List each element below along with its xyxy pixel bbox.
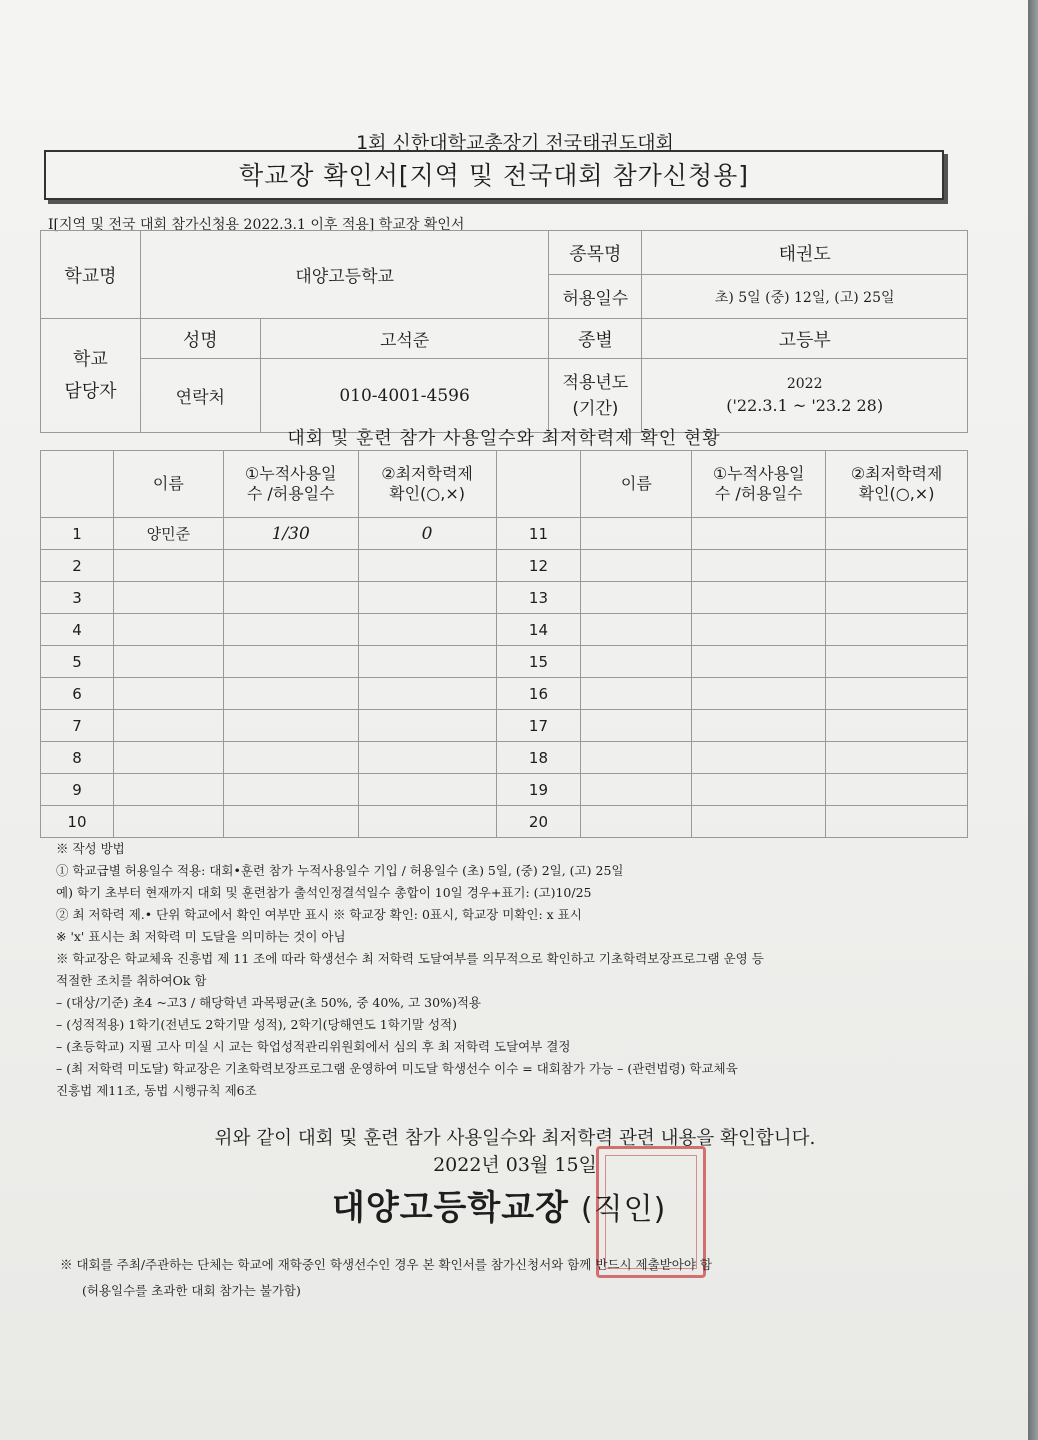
school-info-table (40, 230, 968, 433)
row-number-right: 13 (496, 582, 581, 614)
footer-line-1: ※ 대회를 주최/주관하는 단체는 학교에 재학중인 학생선수인 경우 본 확인서를 참가신청서와 함께 반드시 제출받아야 함 (60, 1257, 712, 1272)
table-row (41, 710, 968, 742)
note-line: 적절한 조치를 취하여Ok 함 (56, 973, 207, 988)
division-value: 고등부 (642, 319, 968, 359)
student-name (113, 646, 223, 678)
cell (581, 774, 692, 806)
division-label: 종별 (549, 319, 642, 359)
cell (692, 678, 826, 710)
principal-title: 대양고등학교장 (332, 1188, 569, 1228)
row-number-right: 20 (496, 806, 581, 838)
student-check (358, 742, 496, 774)
cell (826, 582, 968, 614)
student-check: 0 (358, 518, 496, 550)
note-line: ※ 'x' 표시는 최 저학력 미 도달을 의미하는 것이 아님 (56, 929, 346, 944)
row-number-right: 11 (496, 518, 581, 550)
cell (692, 806, 826, 838)
cell (826, 806, 968, 838)
student-name (113, 774, 223, 806)
row-number: 5 (41, 646, 114, 678)
cell (826, 774, 968, 806)
header-name: 이름 (113, 451, 223, 518)
footer-line-2: (허용일수를 초과한 대회 참가는 불가함) (82, 1283, 301, 1298)
cell (692, 646, 826, 678)
year-label: 적용년도 (기간) (549, 359, 642, 433)
student-days (223, 646, 358, 678)
row-number: 1 (41, 518, 114, 550)
student-days (223, 550, 358, 582)
table-row (41, 582, 968, 614)
contact-label: 연락처 (140, 359, 260, 433)
student-days (223, 614, 358, 646)
form-title: 학교장 확인서[지역 및 전국대회 참가신청용] (44, 150, 944, 200)
period-value: ('22.3.1 ~ '23.2 28) (726, 396, 884, 415)
student-check (358, 678, 496, 710)
student-days: 1/30 (223, 518, 358, 550)
student-days (223, 774, 358, 806)
row-number: 9 (41, 774, 114, 806)
event-title: 1회 신한대학교총장기 전국태권도대회 (356, 132, 674, 154)
contact-value: 010-4001-4596 (260, 359, 549, 433)
cell (692, 550, 826, 582)
header-blank (41, 451, 114, 518)
cell (826, 710, 968, 742)
student-check (358, 710, 496, 742)
form-subheading: Ⅰ[지역 및 전국 대회 참가신청용 2022.3.1 이후 적용] 학교장 확인서 (48, 217, 465, 233)
manager-label: 학교 담당자 (41, 319, 141, 433)
student-days (223, 806, 358, 838)
header-blank-right (496, 451, 581, 518)
cell (692, 518, 826, 550)
cell (692, 582, 826, 614)
row-number-right: 19 (496, 774, 581, 806)
status-title: 대회 및 훈련 참가 사용일수와 최저학력제 확인 현황 (287, 428, 721, 449)
student-name: 양민준 (113, 518, 223, 550)
row-number-right: 14 (496, 614, 581, 646)
table-row (41, 646, 968, 678)
row-number: 3 (41, 582, 114, 614)
cell (826, 646, 968, 678)
note-line: – (최 저학력 미도달) 학교장은 기초학력보장프로그램 운영하여 미도달 학생선수 이수 = 대회참가 가능 – (관련법령) 학교체육 (56, 1061, 738, 1076)
note-line: 진흥법 제11조, 동법 시행규칙 제6조 (56, 1083, 257, 1098)
note-line: ① 학교급별 허용일수 적용: 대회•훈련 참가 누적사용일수 기입 / 허용일수 (초) 5일, (중) 2일, (고) 25일 (56, 863, 624, 878)
cell (826, 550, 968, 582)
cell (826, 678, 968, 710)
confirmation-statement: 위와 같이 대회 및 훈련 참가 사용일수와 최저학력 관련 내용을 확인합니다. (214, 1128, 816, 1149)
row-number-right: 16 (496, 678, 581, 710)
header-check-right: ②최저학력제 확인(○,×) (826, 451, 968, 518)
cell (581, 550, 692, 582)
note-line: – (초등학교) 지필 고사 미실 시 교는 학업성적관리위원회에서 심의 후 최 저학력 도달여부 결정 (56, 1039, 571, 1054)
cell (692, 742, 826, 774)
instructions (56, 838, 956, 1102)
student-check (358, 806, 496, 838)
header-days-right: ①누적사용일 수 /허용일수 (692, 451, 826, 518)
cell (581, 678, 692, 710)
seal-label: (직인) (580, 1192, 667, 1227)
cell (581, 518, 692, 550)
allowed-days-value: 초) 5일 (중) 12일, (고) 25일 (642, 275, 968, 319)
row-number: 7 (41, 710, 114, 742)
row-number: 6 (41, 678, 114, 710)
cell (581, 710, 692, 742)
student-name (113, 678, 223, 710)
school-name-label: 학교명 (41, 231, 141, 319)
row-number-right: 18 (496, 742, 581, 774)
student-check (358, 646, 496, 678)
row-number-right: 17 (496, 710, 581, 742)
student-days (223, 582, 358, 614)
table-row (41, 774, 968, 806)
header-days: ①누적사용일 수 /허용일수 (223, 451, 358, 518)
cell (826, 614, 968, 646)
note-line: – (대상/기준) 초4 ~고3 / 해당학년 과목평균(초 50%, 중 40%, 고 30%)적용 (56, 995, 481, 1010)
cell (826, 742, 968, 774)
principal-signature (332, 1180, 666, 1229)
cell (581, 582, 692, 614)
student-name (113, 742, 223, 774)
note-line: 예) 학기 초부터 현재까지 대회 및 훈련참가 출석인정결석일수 총합이 10일 경우+표기: (고)10/25 (56, 885, 592, 900)
table-row (41, 518, 968, 550)
header-check: ②최저학력제 확인(○,×) (358, 451, 496, 518)
table-row (41, 742, 968, 774)
background-edge (1028, 0, 1038, 1440)
cell (581, 742, 692, 774)
student-check (358, 582, 496, 614)
table-row (41, 614, 968, 646)
cell (692, 710, 826, 742)
student-days (223, 710, 358, 742)
cell (581, 646, 692, 678)
cell (692, 614, 826, 646)
note-line: ② 최 저학력 제.• 단위 학교에서 확인 여부만 표시 ※ 학교장 확인: 0표시, 학교장 미확인: x 표시 (56, 907, 582, 922)
student-name (113, 550, 223, 582)
student-days (223, 678, 358, 710)
manager-name-label: 성명 (140, 319, 260, 359)
header-name-right: 이름 (581, 451, 692, 518)
student-name (113, 710, 223, 742)
confirmation-date: 2022년 03월 15일 (433, 1154, 597, 1176)
student-name (113, 806, 223, 838)
cell (581, 806, 692, 838)
cell (692, 774, 826, 806)
student-days (223, 742, 358, 774)
row-number-right: 12 (496, 550, 581, 582)
row-number: 8 (41, 742, 114, 774)
table-row (41, 678, 968, 710)
row-number-right: 15 (496, 646, 581, 678)
student-name (113, 582, 223, 614)
event-value: 태권도 (642, 231, 968, 275)
year-value: 2022 (786, 376, 823, 392)
cell (581, 614, 692, 646)
note-line: ※ 학교장은 학교체육 진흥법 제 11 조에 따라 학생선수 최 저학력 도달여부를 의무적으로 확인하고 기초학력보장프로그램 운영 등 (56, 951, 764, 966)
row-number: 4 (41, 614, 114, 646)
event-label: 종목명 (549, 231, 642, 275)
note-line: ※ 작성 방법 (56, 841, 125, 856)
row-number: 10 (41, 806, 114, 838)
table-row (41, 550, 968, 582)
table-row (41, 806, 968, 838)
allowed-days-label: 허용일수 (549, 275, 642, 319)
row-number: 2 (41, 550, 114, 582)
footer-notes (60, 1252, 960, 1304)
student-check (358, 774, 496, 806)
note-line: – (성적적용) 1학기(전년도 2학기말 성적), 2학기(당해연도 1학기말 성적) (56, 1017, 457, 1032)
manager-name-value: 고석준 (260, 319, 549, 359)
student-check (358, 550, 496, 582)
school-name-value: 대양고등학교 (140, 231, 549, 319)
usage-status-table (40, 450, 968, 838)
year-period-cell (642, 359, 968, 433)
cell (826, 518, 968, 550)
student-check (358, 614, 496, 646)
student-name (113, 614, 223, 646)
